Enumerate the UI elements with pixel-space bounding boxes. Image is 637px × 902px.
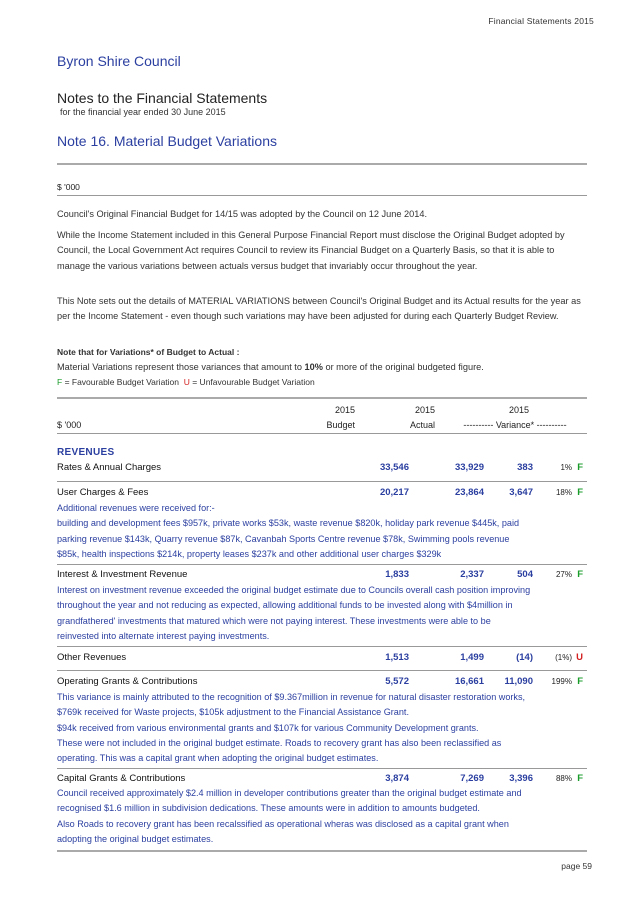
row-divider: [57, 670, 587, 671]
row-variance: 3,647: [509, 487, 533, 498]
row-label: Rates & Annual Charges: [57, 462, 162, 473]
table-header-divider: [57, 433, 587, 434]
col-budget: Budget: [326, 420, 355, 430]
variance-note-line: [57, 360, 587, 375]
table-row: [57, 676, 587, 690]
row-actual: 33,929: [454, 462, 484, 473]
row-variance: 383: [517, 462, 533, 473]
explanation-line: $94k received from various environmental grants and $107k for various Community Development grants.: [57, 722, 479, 733]
paragraph-income-statement: While the Income Statement included in this General Purpose Financial Report must disclose the Original Budget adopted by Council, the Local Government Act requires Council to review its Financial Budget on a Quarterly Basis, so that it is able to manage the various variations between actuals versus budget that invariably occur throughout the year.: [57, 230, 565, 271]
explanation-line: These were not included in the original budget estimate. Roads to recovery grant has also been reclassified as: [57, 737, 502, 748]
table-row: [57, 652, 587, 666]
row-fu: F: [577, 462, 583, 473]
explanation-line: This variance is mainly attributed to the recognition of $9.367million in revenue for natural disaster restoration works,: [57, 692, 526, 702]
col-actual: Actual: [409, 420, 435, 430]
variance-note-post: or more of the original budgeted figure.: [322, 362, 484, 372]
row-fu: F: [577, 676, 583, 687]
favourable-text: = Favourable Budget Variation: [62, 377, 179, 387]
row-label: Operating Grants & Contributions: [57, 676, 198, 687]
row-explanation: [57, 583, 589, 644]
row-variance: 3,396: [509, 773, 533, 784]
note-heading: Note 16. Material Budget Variations: [57, 133, 277, 149]
section-revenues: REVENUES: [57, 447, 115, 458]
explanation-line: throughout the year and not reducing as expected, allowing additional funds to be invested along with $4million in: [57, 600, 513, 611]
row-actual: 16,661: [454, 676, 484, 687]
explanation-line: grandfathered' investments that matured which were not paying interest. These investments were able to be: [57, 615, 491, 626]
unit-divider: [57, 195, 587, 196]
col-year-actual: 2015: [414, 405, 435, 415]
row-percent: 1%: [560, 463, 572, 472]
row-budget: 33,546: [379, 462, 409, 473]
col-year-budget: 2015: [334, 405, 355, 415]
row-divider: [57, 768, 587, 769]
favourable-code: F: [57, 377, 63, 387]
row-label: Interest & Investment Revenue: [57, 569, 188, 580]
explanation-line: recognised $1.6 million in subdivision dedications. These amounts were in addition to amounts budgeted.: [57, 803, 480, 814]
explanation-line: $769k received for Waste projects, $105k adjustment to the Financial Assistance Grant.: [57, 707, 409, 718]
notes-subtitle: for the financial year ended 30 June 2015: [60, 107, 226, 117]
col-variance: ---------- Variance* ----------: [463, 420, 567, 430]
explanation-line: Council received approximately $2.4 million in developer contributions greater than the original budget estimate and: [57, 788, 522, 798]
explanation-line: reinvested into alternate interest paying investments.: [57, 630, 270, 641]
row-percent: (1%): [555, 653, 572, 662]
row-explanation: [57, 690, 589, 766]
variance-note-pre: Material Variations represent those variances that amount to: [57, 362, 305, 372]
variance-legend: [57, 377, 315, 387]
col-year-variance: 2015: [508, 405, 529, 415]
explanation-line: Interest on investment revenue exceeded the original budget estimate due to Councils overall cash position improving: [57, 585, 531, 595]
explanation-line: building and development fees $957k, private works $53k, waste revenue $820k, holiday park revenue $445k, paid: [57, 518, 520, 529]
unfavourable-text: = Unfavourable Budget Variation: [189, 377, 315, 387]
explanation-line: adopting the original budget estimates.: [57, 833, 214, 844]
row-label: Other Revenues: [57, 652, 127, 663]
explanation-line: Also Roads to recovery grant has been recalssified as operational wheras was disclosed as a capital grant when: [57, 818, 509, 829]
row-label: User Charges & Fees: [57, 487, 149, 498]
row-actual: 2,337: [460, 569, 484, 580]
row-variance: 11,090: [504, 676, 533, 687]
paragraph-adoption: Council's Original Financial Budget for 14/15 was adopted by the Council on 12 June 2014.: [57, 209, 427, 219]
row-actual: 1,499: [460, 652, 484, 663]
explanation-line: $85k, health inspections $214k, property leases $237k and other additional user charges $329k: [57, 548, 442, 559]
row-divider: [57, 564, 587, 565]
notes-title: Notes to the Financial Statements: [57, 90, 268, 106]
council-name: Byron Shire Council: [57, 53, 181, 69]
table-row: [57, 773, 587, 787]
row-budget: 1,833: [385, 569, 409, 580]
table-top-divider: [57, 397, 587, 399]
row-variance: 504: [517, 569, 533, 580]
row-budget: 20,217: [379, 487, 409, 498]
row-percent: 27%: [555, 570, 572, 579]
row-budget: 3,874: [385, 773, 409, 784]
variance-threshold: 10%: [304, 362, 323, 372]
row-explanation: [57, 786, 589, 847]
table-row: [57, 569, 587, 583]
row-divider: [57, 646, 587, 647]
row-percent: 199%: [551, 677, 572, 686]
row-percent: 88%: [555, 774, 572, 783]
variance-note-heading: Note that for Variations* of Budget to Actual :: [57, 347, 240, 357]
row-budget: 1,513: [385, 652, 409, 663]
row-label: Capital Grants & Contributions: [57, 773, 186, 784]
unit-label: $ '000: [57, 182, 80, 192]
row-percent: 18%: [555, 488, 572, 497]
explanation-line: Additional revenues were received for:-: [57, 503, 215, 513]
row-actual: 23,864: [454, 487, 484, 498]
bottom-divider: [57, 850, 587, 852]
running-header: Financial Statements 2015: [488, 16, 594, 26]
page-number: page 59: [561, 861, 592, 871]
row-fu: U: [576, 652, 583, 663]
row-actual: 7,269: [460, 773, 484, 784]
table-row: [57, 487, 587, 501]
row-fu: F: [577, 487, 583, 498]
row-fu: F: [577, 773, 583, 784]
table-row: [57, 462, 587, 476]
row-divider: [57, 481, 587, 482]
explanation-line: parking revenue $143k, Quarry revenue $87k, Cavanbah Sports Centre revenue $78k, Swimming pools revenue: [57, 533, 510, 544]
paragraph-material-variations: This Note sets out the details of MATERIAL VARIATIONS between Council's Original Budget and its Actual results for the year as per the Income Statement - even though such variations may have been adjusted for during each Quarterly Budget Review.: [57, 296, 581, 322]
row-budget: 5,572: [385, 676, 409, 687]
row-fu: F: [577, 569, 583, 580]
row-explanation: [57, 501, 589, 562]
unfavourable-code: U: [183, 377, 190, 387]
top-divider: [57, 163, 587, 165]
explanation-line: operating. This was a capital grant when adopting the original budget estimates.: [57, 753, 379, 764]
table-unit: $ '000: [57, 420, 82, 430]
row-variance: (14): [516, 652, 533, 663]
